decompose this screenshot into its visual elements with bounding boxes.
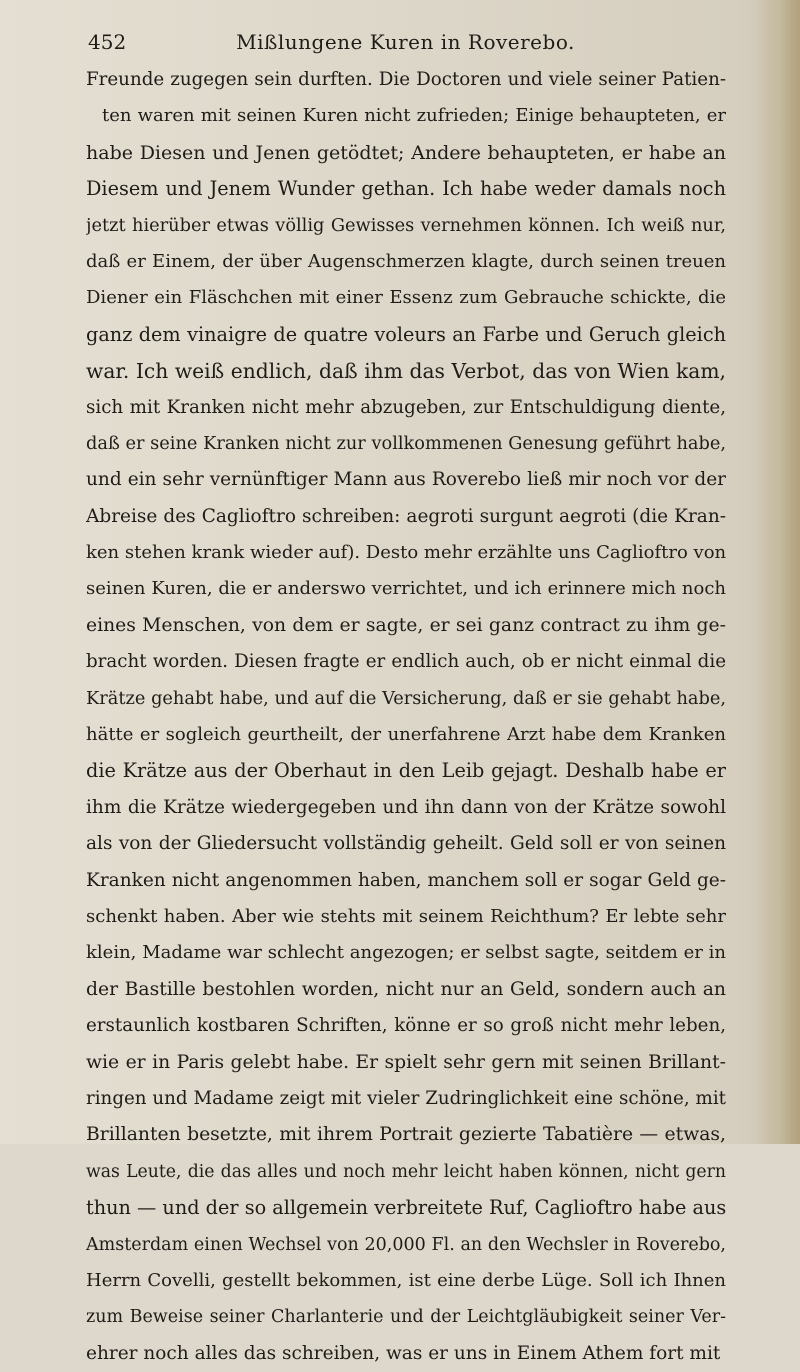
text-line: Krätze gehabt habe, und auf die Versicherung, daß er sie gehabt habe, — [86, 688, 726, 709]
text-line: Kranken nicht angenommen haben, manchem soll er sogar Geld ge- — [86, 869, 726, 891]
text-line: erstaunlich kostbaren Schriften, könne er so groß nicht mehr leben, — [86, 1015, 726, 1037]
text-line: wie er in Paris gelebt habe. Er spielt sehr gern mit seinen Brillant- — [86, 1051, 726, 1073]
running-header — [88, 30, 723, 58]
text-line: ken stehen krank wieder auf). Desto mehr erzählte uns Caglioftro von — [86, 542, 726, 564]
page-number: 452 — [88, 30, 127, 54]
text-line: und ein sehr vernünftiger Mann aus Roverebo ließ mir noch vor der — [86, 469, 726, 491]
page-edge-shading — [756, 0, 800, 1144]
text-line: habe Diesen und Jenen getödtet; Andere behaupteten, er habe an — [86, 141, 726, 164]
body-text — [86, 62, 726, 1372]
text-line: Diener ein Fläschchen mit einer Essenz zum Gebrauche schickte, die — [86, 287, 726, 309]
text-line: Brillanten besetzte, mit ihrem Portrait gezierte Tabatière — etwas, — [86, 1124, 726, 1146]
text-line: thun — und der so allgemein verbreitete Ruf, Caglioftro habe aus — [86, 1196, 726, 1220]
text-line: ehrer noch alles das schreiben, was er uns in Einem Athem fort mit — [86, 1342, 721, 1364]
text-line: zum Beweise seiner Charlanterie und der Leichtgläubigkeit seiner Ver- — [86, 1307, 726, 1328]
text-line: was Leute, die das alles und noch mehr leicht haben können, nicht gern — [86, 1161, 726, 1182]
text-line: Diesem und Jenem Wunder gethan. Ich habe weder damals noch — [86, 177, 726, 201]
text-line: ihm die Krätze wiedergegeben und ihn dann von der Krätze sowohl — [86, 796, 726, 818]
running-title: Mißlungene Kuren in Roverebo. — [236, 30, 575, 54]
text-line: daß er seine Kranken nicht zur vollkommenen Genesung geführt habe, — [86, 433, 726, 454]
text-line: ten waren mit seinen Kuren nicht zufrieden; Einige behaupteten, er — [102, 105, 726, 127]
text-line: ringen und Madame zeigt mit vieler Zudringlichkeit eine schöne, mit — [86, 1087, 726, 1109]
text-line: bracht worden. Diesen fragte er endlich auch, ob er nicht einmal die — [86, 651, 726, 673]
text-line: Herrn Covelli, gestellt bekommen, ist eine derbe Lüge. Soll ich Ihnen — [86, 1269, 726, 1291]
text-line: ganz dem vinaigre de quatre voleurs an Farbe und Geruch gleich — [86, 322, 726, 346]
text-line: klein, Madame war schlecht angezogen; er selbst sagte, seitdem er in — [86, 942, 726, 964]
text-line: Abreise des Caglioftro schreiben: aegroti surgunt aegroti (die Kran- — [86, 505, 726, 527]
text-line: Amsterdam einen Wechsel von 20,000 Fl. an den Wechsler in Roverebo, — [86, 1234, 726, 1255]
text-line: als von der Gliedersucht vollständig geheilt. Geld soll er von seinen — [86, 833, 726, 855]
text-line: hätte er sogleich geurtheilt, der unerfahrene Arzt habe dem Kranken — [86, 724, 726, 746]
text-line: der Bastille bestohlen worden, nicht nur an Geld, sondern auch an — [86, 978, 726, 1000]
text-line: war. Ich weiß endlich, daß ihm das Verbot, das von Wien kam, — [86, 359, 726, 384]
text-line: die Krätze aus der Oberhaut in den Leib gejagt. Deshalb habe er — [86, 759, 726, 783]
text-line: jetzt hierüber etwas völlig Gewisses vernehmen können. Ich weiß nur, — [86, 215, 726, 236]
text-line: Freunde zugegen sein durften. Die Doctoren und viele seiner Patien- — [86, 69, 726, 90]
text-line: daß er Einem, der über Augenschmerzen klagte, durch seinen treuen — [86, 250, 726, 272]
text-line: sich mit Kranken nicht mehr abzugeben, zur Entschuldigung diente, — [86, 396, 726, 418]
text-line: schenkt haben. Aber wie stehts mit seinem Reichthum? Er lebte sehr — [86, 905, 726, 927]
text-line: eines Menschen, von dem er sagte, er sei ganz contract zu ihm ge- — [86, 614, 726, 636]
text-line: seinen Kuren, die er anderswo verrichtet, und ich erinnere mich noch — [86, 578, 726, 600]
